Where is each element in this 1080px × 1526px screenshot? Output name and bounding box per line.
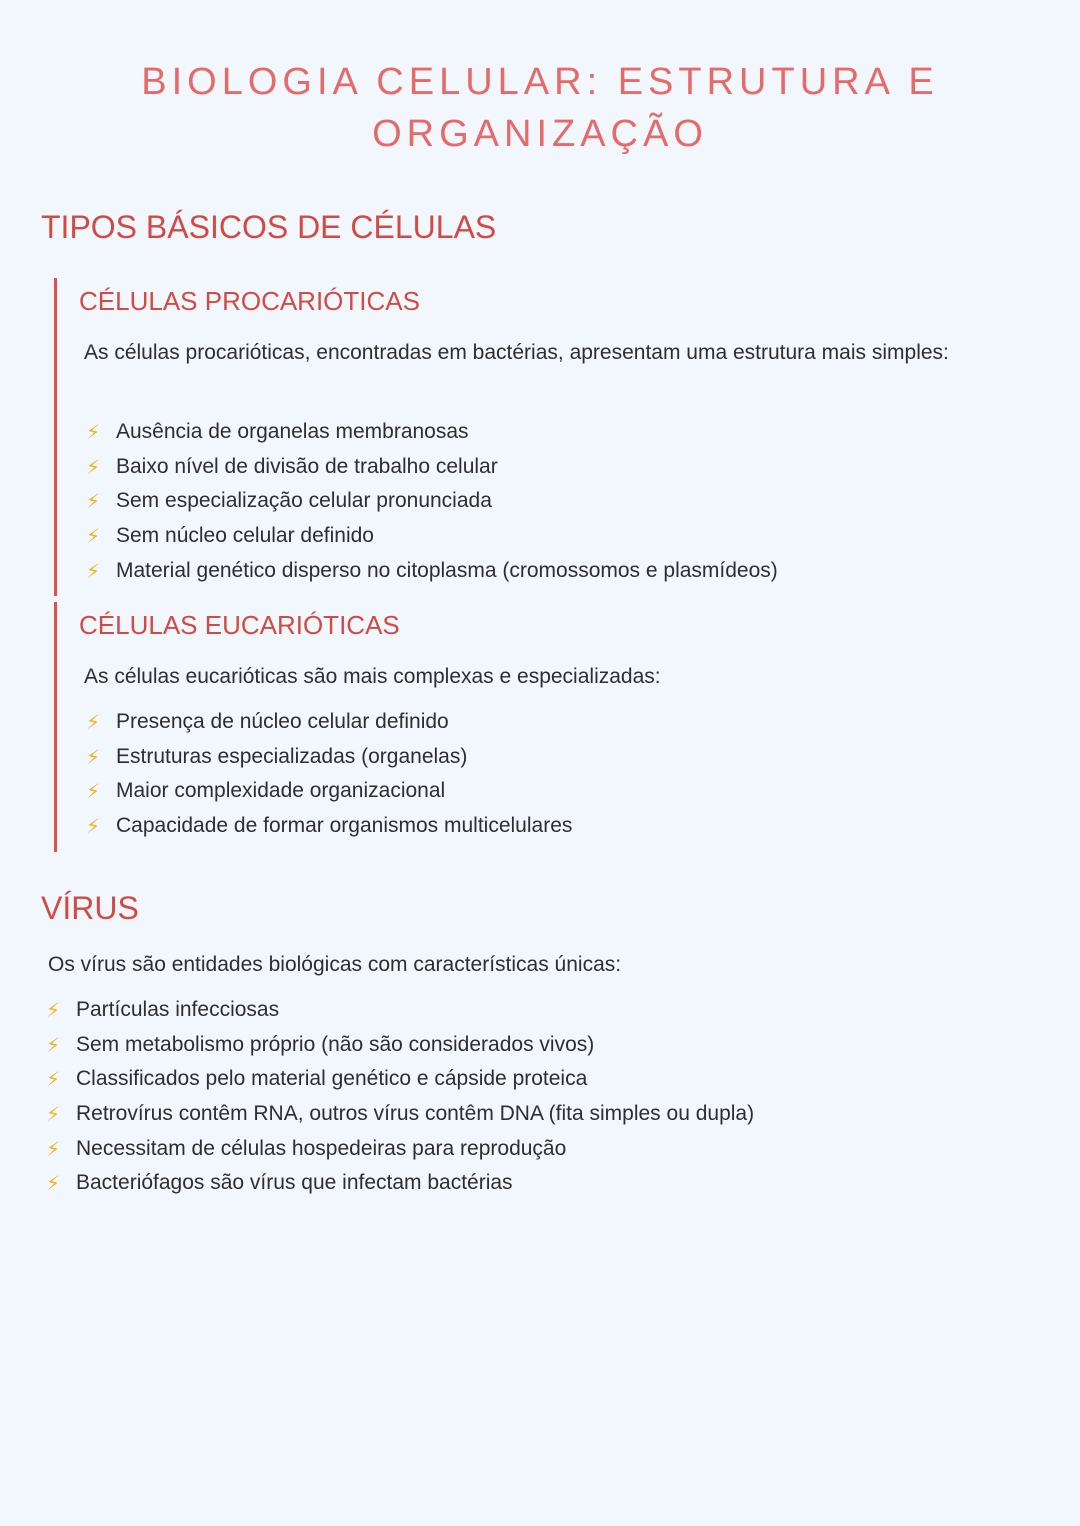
list-item: ⚡ Baixo nível de divisão de trabalho celular bbox=[81, 450, 778, 485]
list-item: ⚡ Necessitam de células hospedeiras para reprodução bbox=[41, 1131, 754, 1166]
eucarioticas-list bbox=[81, 705, 572, 843]
procarioticas-list bbox=[81, 415, 778, 588]
lightning-bolt-icon: ⚡ bbox=[85, 710, 101, 735]
list-item: ⚡ Estruturas especializadas (organelas) bbox=[81, 740, 572, 775]
lightning-bolt-icon: ⚡ bbox=[85, 524, 101, 549]
section-heading-virus: VÍRUS bbox=[41, 890, 139, 926]
list-item: ⚡ Retrovírus contêm RNA, outros vírus contêm DNA (fita simples ou dupla) bbox=[41, 1097, 754, 1132]
eucarioticas-intro: As células eucarióticas são mais complexas e especializadas: bbox=[84, 665, 661, 688]
lightning-bolt-icon: ⚡ bbox=[85, 558, 101, 583]
virus-intro: Os vírus são entidades biológicas com características únicas: bbox=[48, 953, 622, 976]
list-item: ⚡ Sem especialização celular pronunciada bbox=[81, 484, 778, 519]
eucarioticas-heading: CÉLULAS EUCARIÓTICAS bbox=[79, 610, 400, 640]
lightning-bolt-icon: ⚡ bbox=[85, 814, 101, 839]
lightning-bolt-icon: ⚡ bbox=[45, 1102, 61, 1127]
lightning-bolt-icon: ⚡ bbox=[45, 1171, 61, 1196]
lightning-bolt-icon: ⚡ bbox=[85, 420, 101, 445]
section-heading-tipos-basicos: TIPOS BÁSICOS DE CÉLULAS bbox=[41, 209, 497, 245]
procarioticas-heading: CÉLULAS PROCARIÓTICAS bbox=[79, 286, 420, 316]
lightning-bolt-icon: ⚡ bbox=[85, 489, 101, 514]
document-title: BIOLOGIA CELULAR: ESTRUTURA E ORGANIZAÇÃO bbox=[141, 61, 939, 155]
list-item: ⚡ Capacidade de formar organismos multicelulares bbox=[81, 809, 572, 844]
list-item: ⚡ Sem núcleo celular definido bbox=[81, 519, 778, 554]
lightning-bolt-icon: ⚡ bbox=[45, 1067, 61, 1092]
list-item: ⚡ Bacteriófagos são vírus que infectam bactérias bbox=[41, 1166, 754, 1201]
list-item: ⚡ Presença de núcleo celular definido bbox=[81, 705, 572, 740]
virus-list bbox=[41, 993, 754, 1201]
list-item: ⚡ Classificados pelo material genético e cápside proteica bbox=[41, 1062, 754, 1097]
list-item: ⚡ Ausência de organelas membranosas bbox=[81, 415, 778, 450]
lightning-bolt-icon: ⚡ bbox=[85, 744, 101, 769]
lightning-bolt-icon: ⚡ bbox=[45, 1136, 61, 1161]
procarioticas-intro: As células procarióticas, encontradas em bactérias, apresentam uma estrutura mais simples: bbox=[84, 341, 949, 364]
list-item: ⚡ Material genético disperso no citoplasma (cromossomos e plasmídeos) bbox=[81, 553, 778, 588]
lightning-bolt-icon: ⚡ bbox=[45, 998, 61, 1023]
lightning-bolt-icon: ⚡ bbox=[85, 454, 101, 479]
procarioticas-section bbox=[54, 278, 1014, 596]
list-item: ⚡ Sem metabolismo próprio (não são considerados vivos) bbox=[41, 1028, 754, 1063]
lightning-bolt-icon: ⚡ bbox=[85, 779, 101, 804]
list-item: ⚡ Maior complexidade organizacional bbox=[81, 774, 572, 809]
list-item: ⚡ Partículas infecciosas bbox=[41, 993, 754, 1028]
eucarioticas-section bbox=[54, 602, 1014, 852]
lightning-bolt-icon: ⚡ bbox=[45, 1032, 61, 1057]
